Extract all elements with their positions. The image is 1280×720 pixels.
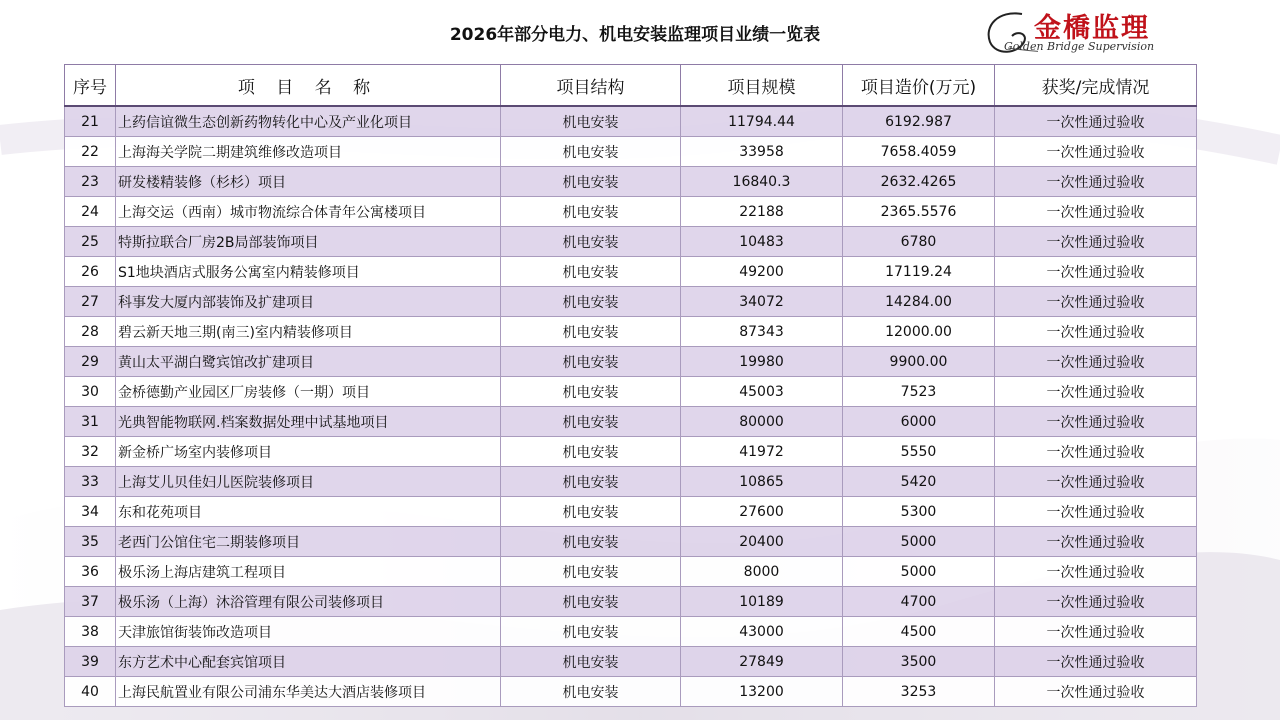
cell-scale: 8000	[681, 557, 843, 587]
table-row	[65, 407, 1197, 437]
cell-project-name: 上海交运（西南）城市物流综合体青年公寓楼项目	[116, 197, 501, 227]
cell-project-name: 东方艺术中心配套宾馆项目	[116, 647, 501, 677]
cell-cost: 5000	[843, 527, 995, 557]
cell-project-name: S1地块酒店式服务公寓室内精装修项目	[116, 257, 501, 287]
cell-scale: 45003	[681, 377, 843, 407]
cell-structure: 机电安装	[501, 647, 681, 677]
cell-scale: 49200	[681, 257, 843, 287]
cell-number: 24	[65, 197, 116, 227]
cell-status: 一次性通过验收	[995, 527, 1197, 557]
cell-scale: 11794.44	[681, 106, 843, 137]
cell-project-name: 黄山太平湖白鹭宾馆改扩建项目	[116, 347, 501, 377]
cell-scale: 27600	[681, 497, 843, 527]
cell-structure: 机电安装	[501, 437, 681, 467]
cell-structure: 机电安装	[501, 347, 681, 377]
cell-structure: 机电安装	[501, 137, 681, 167]
header-structure: 项目结构	[501, 65, 681, 107]
cell-structure: 机电安装	[501, 377, 681, 407]
cell-structure: 机电安装	[501, 557, 681, 587]
cell-scale: 27849	[681, 647, 843, 677]
table-header-row	[65, 65, 1197, 107]
cell-number: 38	[65, 617, 116, 647]
cell-structure: 机电安装	[501, 527, 681, 557]
cell-project-name: 上海艾儿贝佳妇儿医院装修项目	[116, 467, 501, 497]
cell-structure: 机电安装	[501, 227, 681, 257]
cell-project-name: 光典智能物联网.档案数据处理中试基地项目	[116, 407, 501, 437]
cell-scale: 13200	[681, 677, 843, 707]
table-row	[65, 287, 1197, 317]
cell-cost: 5420	[843, 467, 995, 497]
cell-scale: 41972	[681, 437, 843, 467]
cell-number: 30	[65, 377, 116, 407]
cell-cost: 3500	[843, 647, 995, 677]
cell-structure: 机电安装	[501, 617, 681, 647]
cell-number: 22	[65, 137, 116, 167]
cell-status: 一次性通过验收	[995, 647, 1197, 677]
cell-cost: 7523	[843, 377, 995, 407]
cell-cost: 4700	[843, 587, 995, 617]
cell-project-name: 研发楼精装修（杉杉）项目	[116, 167, 501, 197]
cell-project-name: 老西门公馆住宅二期装修项目	[116, 527, 501, 557]
cell-cost: 5550	[843, 437, 995, 467]
logo-chinese-text: 金橋监理	[1034, 13, 1150, 44]
cell-cost: 2632.4265	[843, 167, 995, 197]
cell-status: 一次性通过验收	[995, 287, 1197, 317]
cell-structure: 机电安装	[501, 317, 681, 347]
cell-status: 一次性通过验收	[995, 106, 1197, 137]
cell-number: 37	[65, 587, 116, 617]
cell-structure: 机电安装	[501, 497, 681, 527]
cell-cost: 7658.4059	[843, 137, 995, 167]
header-number: 序号	[65, 65, 116, 107]
cell-cost: 12000.00	[843, 317, 995, 347]
cell-project-name: 上药信谊微生态创新药物转化中心及产业化项目	[116, 106, 501, 137]
table-row	[65, 587, 1197, 617]
cell-number: 35	[65, 527, 116, 557]
cell-scale: 33958	[681, 137, 843, 167]
cell-number: 34	[65, 497, 116, 527]
cell-project-name: 上海民航置业有限公司浦东华美达大酒店装修项目	[116, 677, 501, 707]
cell-number: 26	[65, 257, 116, 287]
logo-english-text: Golden Bridge Supervision	[1004, 40, 1155, 53]
cell-status: 一次性通过验收	[995, 227, 1197, 257]
cell-cost: 2365.5576	[843, 197, 995, 227]
cell-project-name: 极乐汤上海店建筑工程项目	[116, 557, 501, 587]
cell-project-name: 科事发大厦内部装饰及扩建项目	[116, 287, 501, 317]
table-row	[65, 617, 1197, 647]
table-row	[65, 227, 1197, 257]
cell-status: 一次性通过验收	[995, 137, 1197, 167]
cell-cost: 4500	[843, 617, 995, 647]
cell-number: 29	[65, 347, 116, 377]
cell-cost: 6780	[843, 227, 995, 257]
cell-project-name: 东和花苑项目	[116, 497, 501, 527]
cell-cost: 6000	[843, 407, 995, 437]
table-row	[65, 677, 1197, 707]
table-row	[65, 527, 1197, 557]
cell-number: 40	[65, 677, 116, 707]
cell-project-name: 金桥德勤产业园区厂房装修（一期）项目	[116, 377, 501, 407]
cell-structure: 机电安装	[501, 197, 681, 227]
cell-project-name: 特斯拉联合厂房2B局部装饰项目	[116, 227, 501, 257]
table-row	[65, 557, 1197, 587]
cell-number: 32	[65, 437, 116, 467]
projects-table	[64, 64, 1197, 707]
logo-swirl-icon	[978, 4, 1038, 62]
cell-scale: 19980	[681, 347, 843, 377]
cell-status: 一次性通过验收	[995, 617, 1197, 647]
header-status: 获奖/完成情况	[995, 65, 1197, 107]
cell-status: 一次性通过验收	[995, 317, 1197, 347]
cell-cost: 6192.987	[843, 106, 995, 137]
cell-cost: 14284.00	[843, 287, 995, 317]
cell-scale: 34072	[681, 287, 843, 317]
cell-number: 31	[65, 407, 116, 437]
cell-structure: 机电安装	[501, 407, 681, 437]
cell-scale: 22188	[681, 197, 843, 227]
cell-status: 一次性通过验收	[995, 167, 1197, 197]
cell-number: 23	[65, 167, 116, 197]
cell-number: 33	[65, 467, 116, 497]
header-cost: 项目造价(万元)	[843, 65, 995, 107]
cell-status: 一次性通过验收	[995, 497, 1197, 527]
cell-scale: 87343	[681, 317, 843, 347]
table-row	[65, 467, 1197, 497]
table-row	[65, 377, 1197, 407]
cell-status: 一次性通过验收	[995, 407, 1197, 437]
table-row	[65, 497, 1197, 527]
cell-project-name: 新金桥广场室内装修项目	[116, 437, 501, 467]
cell-scale: 10865	[681, 467, 843, 497]
table-row	[65, 197, 1197, 227]
cell-cost: 17119.24	[843, 257, 995, 287]
cell-status: 一次性通过验收	[995, 197, 1197, 227]
cell-cost: 5000	[843, 557, 995, 587]
cell-structure: 机电安装	[501, 287, 681, 317]
cell-structure: 机电安装	[501, 467, 681, 497]
cell-scale: 20400	[681, 527, 843, 557]
cell-structure: 机电安装	[501, 677, 681, 707]
cell-number: 27	[65, 287, 116, 317]
cell-number: 36	[65, 557, 116, 587]
header-project-name	[116, 65, 501, 107]
cell-number: 28	[65, 317, 116, 347]
cell-cost: 3253	[843, 677, 995, 707]
table-row	[65, 167, 1197, 197]
table-body	[65, 106, 1197, 707]
page-title: 2026年部分电力、机电安装监理项目业绩一览表	[449, 25, 821, 45]
cell-structure: 机电安装	[501, 167, 681, 197]
cell-status: 一次性通过验收	[995, 587, 1197, 617]
cell-number: 25	[65, 227, 116, 257]
cell-structure: 机电安装	[501, 587, 681, 617]
cell-number: 21	[65, 106, 116, 137]
cell-structure: 机电安装	[501, 257, 681, 287]
cell-scale: 43000	[681, 617, 843, 647]
cell-structure: 机电安装	[501, 106, 681, 137]
header-project-name-label: 项 目 名 称	[237, 77, 379, 98]
table-row	[65, 347, 1197, 377]
cell-project-name: 碧云新天地三期(南三)室内精装修项目	[116, 317, 501, 347]
table-row	[65, 257, 1197, 287]
cell-scale: 10483	[681, 227, 843, 257]
cell-project-name: 极乐汤（上海）沐浴管理有限公司装修项目	[116, 587, 501, 617]
table-row	[65, 106, 1197, 137]
header-scale: 项目规模	[681, 65, 843, 107]
cell-status: 一次性通过验收	[995, 347, 1197, 377]
cell-project-name: 天津旅馆街装饰改造项目	[116, 617, 501, 647]
cell-status: 一次性通过验收	[995, 677, 1197, 707]
projects-table-container	[64, 64, 1196, 707]
cell-project-name: 上海海关学院二期建筑维修改造项目	[116, 137, 501, 167]
cell-scale: 16840.3	[681, 167, 843, 197]
cell-status: 一次性通过验收	[995, 467, 1197, 497]
table-row	[65, 317, 1197, 347]
cell-scale: 80000	[681, 407, 843, 437]
cell-number: 39	[65, 647, 116, 677]
cell-cost: 9900.00	[843, 347, 995, 377]
cell-cost: 5300	[843, 497, 995, 527]
table-row	[65, 647, 1197, 677]
company-logo	[978, 4, 1198, 62]
cell-status: 一次性通过验收	[995, 257, 1197, 287]
table-row	[65, 137, 1197, 167]
table-row	[65, 437, 1197, 467]
cell-status: 一次性通过验收	[995, 557, 1197, 587]
cell-status: 一次性通过验收	[995, 437, 1197, 467]
cell-scale: 10189	[681, 587, 843, 617]
cell-status: 一次性通过验收	[995, 377, 1197, 407]
